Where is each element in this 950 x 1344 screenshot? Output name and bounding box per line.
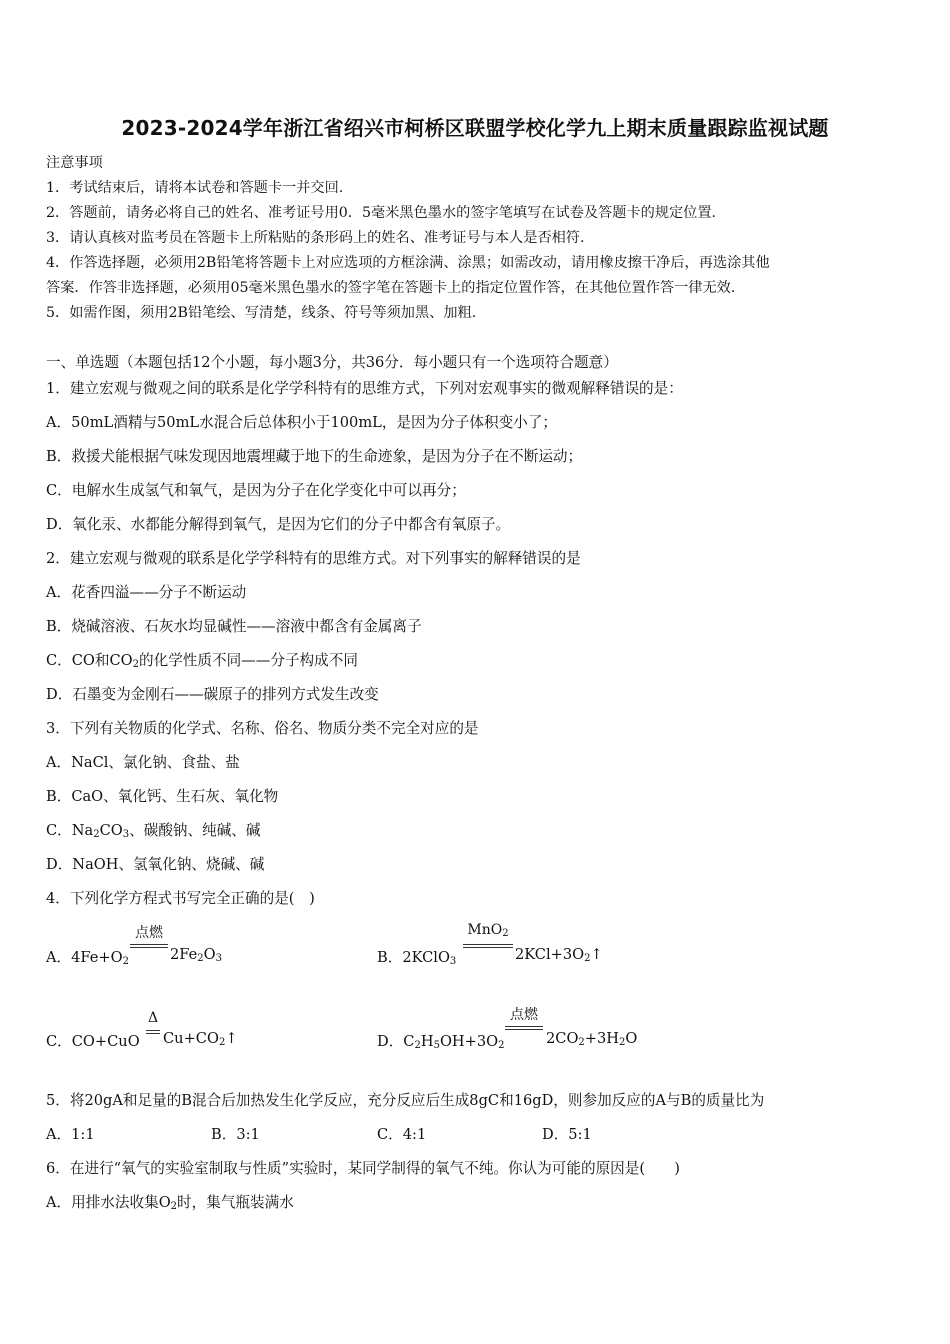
- notice-item-4: 4．作答选择题，必须用2B铅笔将答题卡上对应选项的方框涂满、涂黑；如需改动，请用橡皮擦干净后，再选涂其他: [46, 255, 770, 271]
- q6-option-a: A．用排水法收集$O_2$时，集气瓶装满水: [46, 1194, 294, 1212]
- notice-item-1: 1．考试结束后，请将本试卷和答题卡一并交回.: [46, 180, 344, 196]
- q2-option-a: A．花香四溢——分子不断运动: [46, 584, 247, 601]
- q2-option-d: D．石墨变为金刚石——碳原子的排列方式发生改变: [46, 686, 379, 703]
- q2-stem: 2．建立宏观与微观的联系是化学学科特有的思维方式。对下列事实的解释错误的是: [46, 550, 581, 567]
- q5-option-d: D．5:1: [542, 1126, 592, 1143]
- q4-c-condition: Δ: [147, 1010, 159, 1026]
- q1-option-d: D．氧化汞、水都能分解得到氧气，是因为它们的分子中都含有氧原子。: [46, 516, 511, 533]
- notice-item-5: 5．如需作图，须用2B铅笔绘、写清楚，线条、符号等须加黑、加粗.: [46, 305, 477, 321]
- q5-stem: 5．将20gA和足量的B混合后加热发生化学反应，充分反应后生成8gC和16gD，则参加反应的A与B的质量比为: [46, 1092, 765, 1109]
- notice-heading: 注意事项: [46, 155, 103, 171]
- q2-option-b: B．烧碱溶液、石灰水均显碱性——溶液中都含有金属离子: [46, 618, 422, 635]
- q4-a-condition: 点燃: [135, 925, 163, 941]
- notice-item-2: 2．答题前，请务必将自己的姓名、准考证号用0．5毫米黑色墨水的签字笔填写在试卷及答题卡的规定位置.: [46, 205, 717, 221]
- q1-option-c: C．电解水生成氢气和氧气，是因为分子在化学变化中可以再分；: [46, 482, 466, 499]
- q3-stem: 3．下列有关物质的化学式、名称、俗名、物质分类不完全对应的是: [46, 720, 479, 737]
- q1-option-a: A．50mL酒精与50mL水混合后总体积小于100mL，是因为分子体积变小了；: [46, 414, 557, 431]
- q5-option-a: A．1:1: [46, 1126, 95, 1143]
- section-heading: 一、单选题（本题包括12个小题，每小题3分，共36分．每小题只有一个选项符合题意）: [46, 354, 618, 371]
- q6-stem: 6．在进行“氧气的实验室制取与性质”实验时，某同学制得的氧气不纯。你认为可能的原因是( ): [46, 1160, 680, 1177]
- q5-option-c: C．4:1: [377, 1126, 427, 1143]
- q3-option-c: C．$Na_2CO_3$、碳酸钠、纯碱、碱: [46, 822, 261, 840]
- q5-option-b: B．3:1: [211, 1126, 260, 1143]
- page-title: 2023-2024学年浙江省绍兴市柯桥区联盟学校化学九上期末质量跟踪监视试题: [121, 116, 829, 140]
- q1-option-b: B．救援犬能根据气味发现因地震埋藏于地下的生命迹象，是因为分子在不断运动；: [46, 448, 583, 465]
- q4-b-condition: MnO$_2$: [467, 922, 509, 939]
- q2-option-c: C．CO和$CO_2$的化学性质不同——分子构成不同: [46, 652, 358, 670]
- q1-stem: 1．建立宏观与微观之间的联系是化学学科特有的思维方式，下列对宏观事实的微观解释错误的是：: [46, 380, 683, 397]
- notice-item-3: 3．请认真核对监考员在答题卡上所粘贴的条形码上的姓名、准考证号与本人是否相符.: [46, 230, 585, 246]
- q3-option-a: A．NaCl、氯化钠、食盐、盐: [46, 754, 240, 771]
- q3-option-d: D．NaOH、氢氧化钠、烧碱、碱: [46, 856, 265, 873]
- q4-d-condition: 点燃: [510, 1007, 538, 1023]
- notice-item-4-cont: 答案．作答非选择题，必须用05毫米黑色墨水的签字笔在答题卡上的指定位置作答，在其他位置作答一律无效.: [46, 280, 736, 296]
- q3-option-b: B．CaO、氧化钙、生石灰、氧化物: [46, 788, 279, 805]
- q4-stem: 4．下列化学方程式书写完全正确的是( ): [46, 890, 315, 907]
